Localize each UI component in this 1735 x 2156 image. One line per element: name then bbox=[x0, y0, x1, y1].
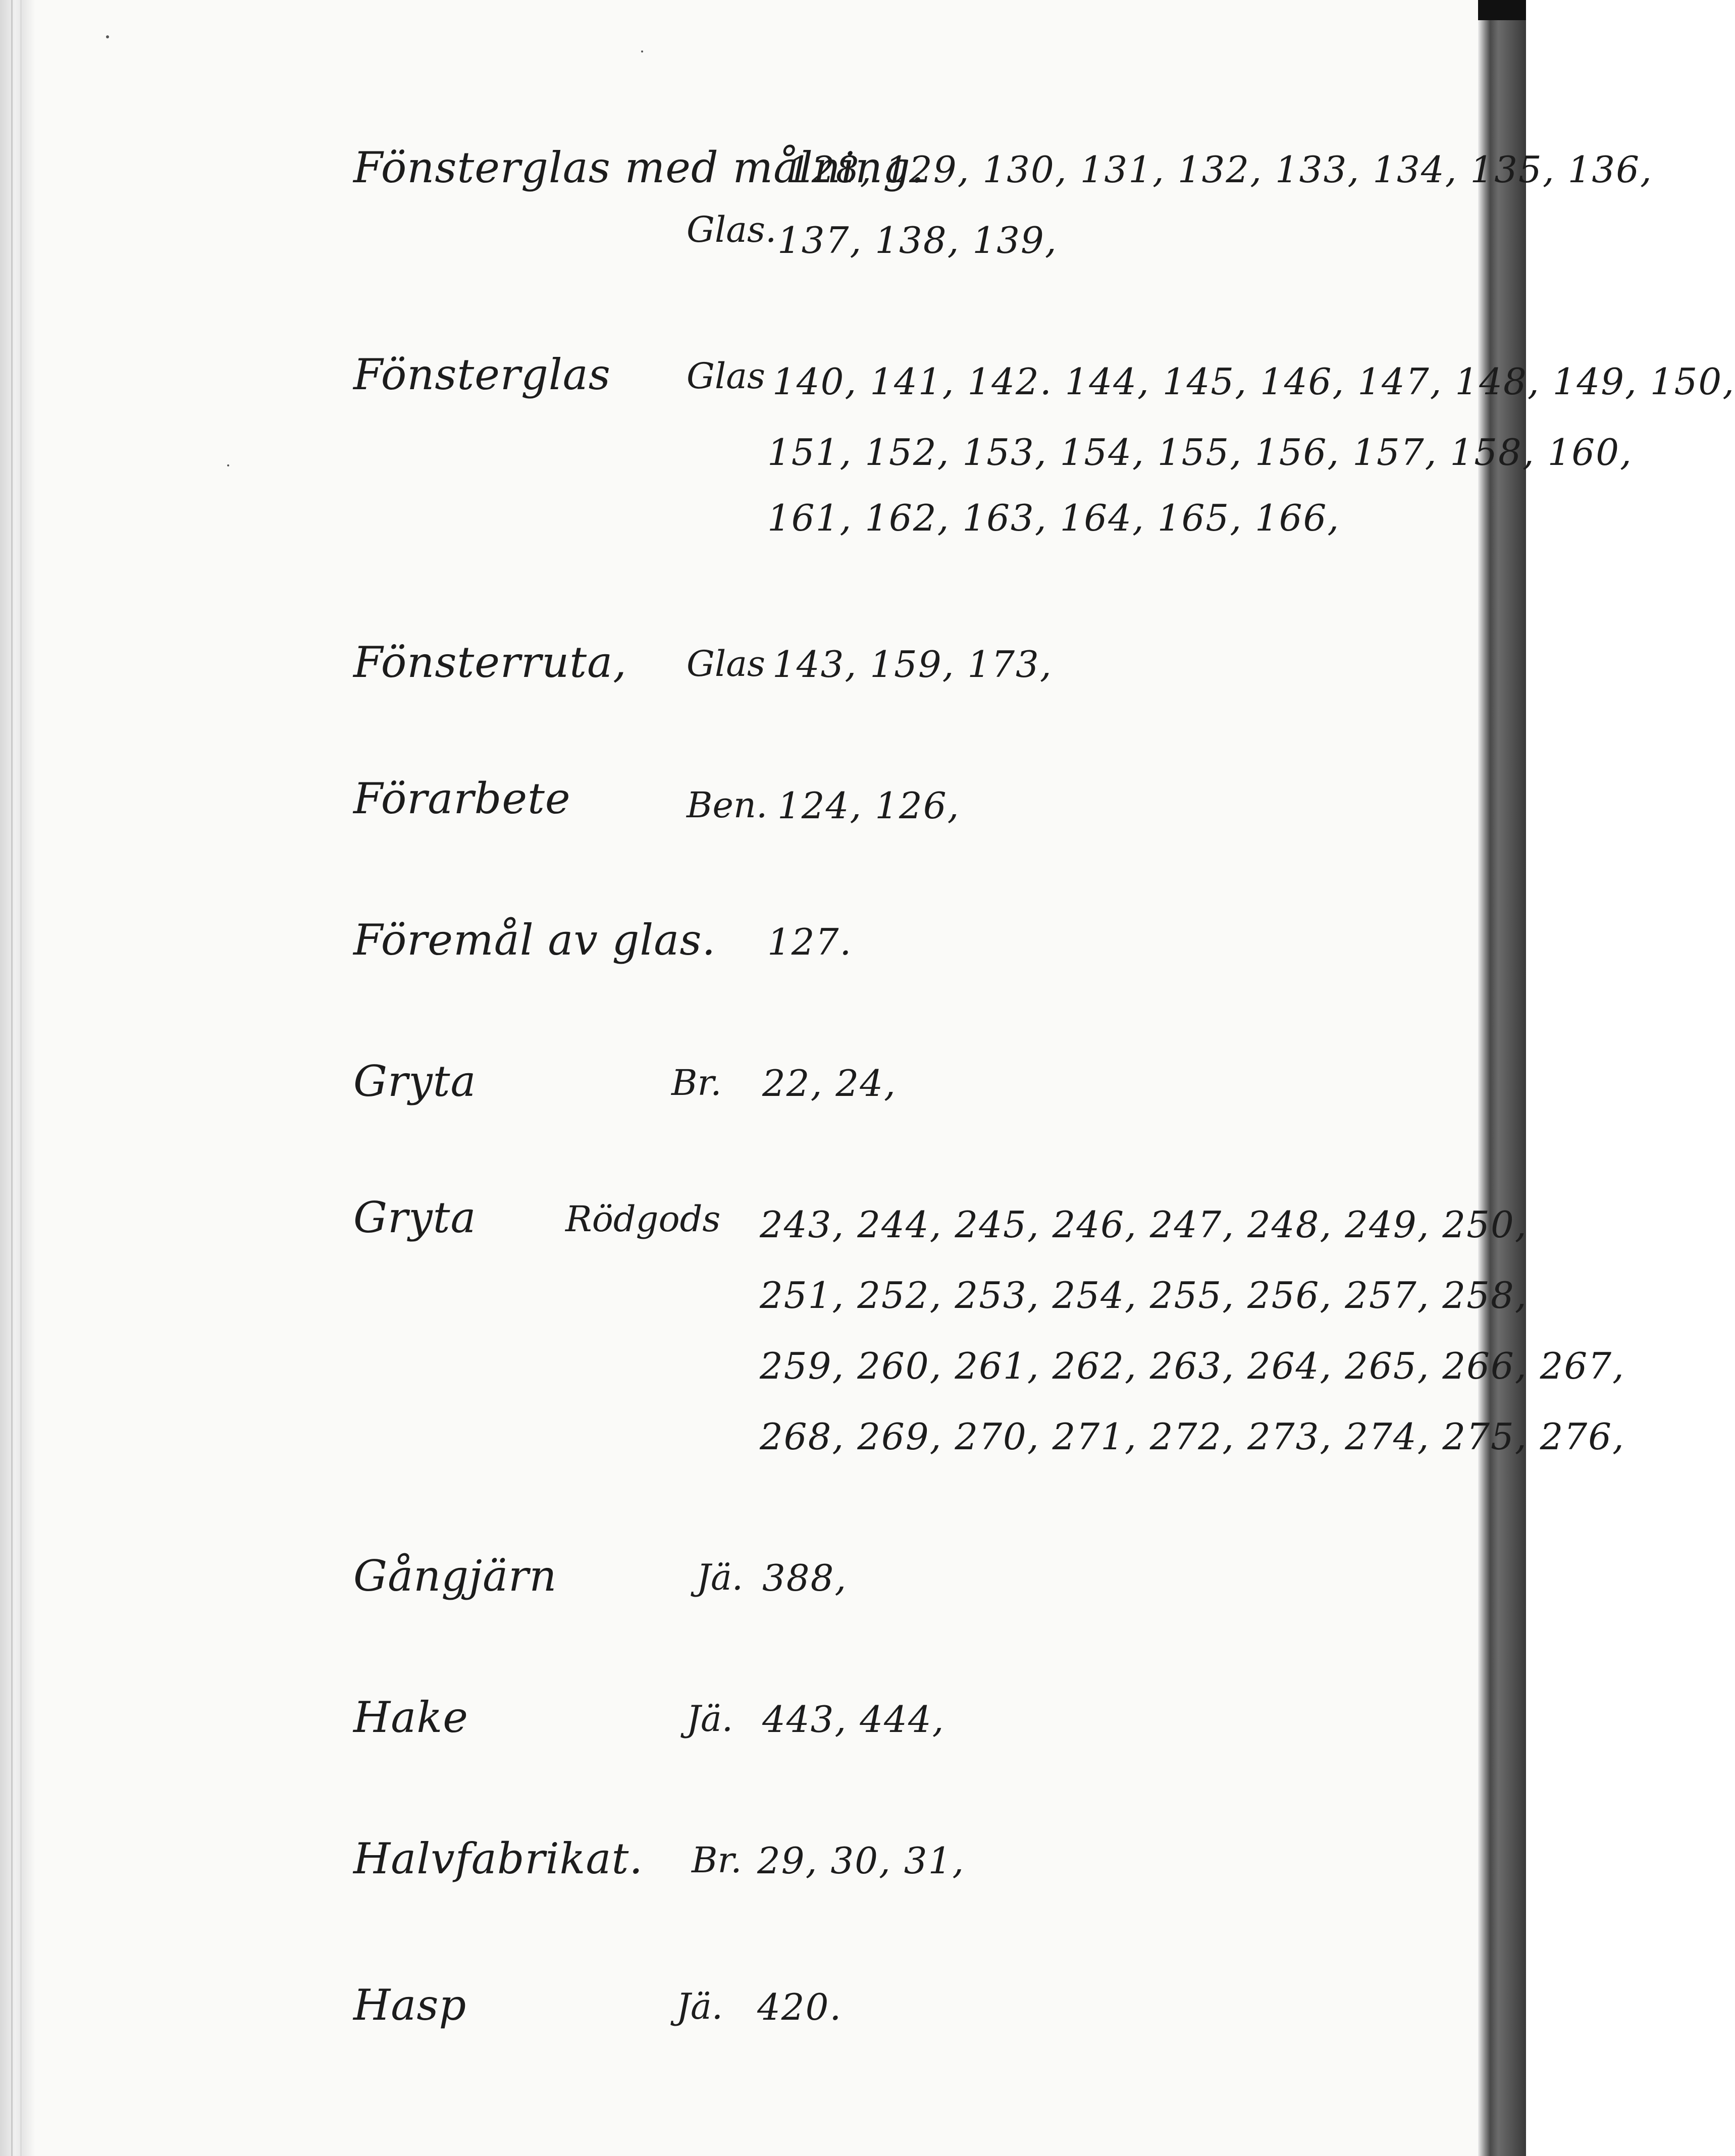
entry-word: Fönsterruta, bbox=[353, 638, 627, 687]
entry-numbers: 124, 126, bbox=[777, 784, 960, 827]
entry-numbers: 143, 159, 173, bbox=[772, 643, 1053, 686]
entry-numbers: 151, 152, 153, 154, 155, 156, 157, 158, 160, bbox=[767, 431, 1633, 474]
entry-numbers: 243, 244, 245, 246, 247, 248, 249, 250, bbox=[760, 1203, 1528, 1246]
entry-word: Hake bbox=[353, 1693, 468, 1742]
entry-numbers: 127. bbox=[767, 921, 853, 963]
entry-numbers: 161, 162, 163, 164, 165, 166, bbox=[767, 497, 1340, 539]
entry-word: Gryta bbox=[353, 1057, 477, 1106]
entry-numbers: 268, 269, 270, 271, 272, 273, 274, 275, 276, bbox=[760, 1415, 1625, 1458]
binding-shadow bbox=[0, 0, 35, 2156]
entry-word: Halvfabrikat. bbox=[353, 1834, 644, 1883]
entry-material: Jä. bbox=[697, 1557, 744, 1598]
entry-word: Gryta bbox=[353, 1193, 477, 1242]
entry-numbers: 29, 30, 31, bbox=[757, 1839, 965, 1882]
entry-numbers: 443, 444, bbox=[762, 1698, 945, 1741]
entry-word: Gångjärn bbox=[353, 1551, 557, 1601]
binding-line bbox=[11, 0, 13, 2156]
page-edge-corner bbox=[1478, 0, 1526, 20]
entry-material: Rödgods bbox=[565, 1198, 721, 1240]
entry-material: Br. bbox=[671, 1062, 722, 1103]
entry-numbers: 388, bbox=[762, 1557, 848, 1599]
binding-line bbox=[20, 0, 22, 2156]
entry-material: Jä. bbox=[687, 1698, 733, 1740]
entry-word: Föremål av glas. bbox=[353, 915, 716, 965]
entry-material: Jä. bbox=[676, 1986, 723, 2027]
speck bbox=[106, 35, 109, 38]
entry-numbers: 128, 129, 130, 131, 132, 133, 134, 135, 136, bbox=[787, 148, 1653, 191]
entry-word: Fönsterglas bbox=[353, 350, 611, 399]
speck bbox=[641, 50, 643, 52]
entry-word: Förarbete bbox=[353, 774, 571, 823]
entry-material: Glas bbox=[687, 355, 765, 397]
entry-numbers: 420. bbox=[757, 1986, 843, 2028]
entry-word: Hasp bbox=[353, 1980, 467, 2030]
entry-material: Glas bbox=[687, 643, 765, 685]
entry-material: Br. bbox=[692, 1839, 742, 1881]
entry-word: Fönsterglas med målning. bbox=[353, 143, 925, 192]
entry-numbers: 137, 138, 139, bbox=[777, 219, 1058, 261]
speck bbox=[227, 464, 229, 466]
entry-numbers: 259, 260, 261, 262, 263, 264, 265, 266, 267, bbox=[760, 1345, 1625, 1387]
entry-material: Ben. bbox=[687, 784, 768, 826]
entry-material: Glas. bbox=[687, 209, 777, 250]
entry-numbers: 22, 24, bbox=[762, 1062, 897, 1105]
entry-numbers: 140, 141, 142. 144, 145, 146, 147, 148, 149, 150, bbox=[772, 360, 1735, 403]
page-edge bbox=[1478, 0, 1526, 2156]
entry-numbers: 251, 252, 253, 254, 255, 256, 257, 258, bbox=[760, 1274, 1528, 1317]
